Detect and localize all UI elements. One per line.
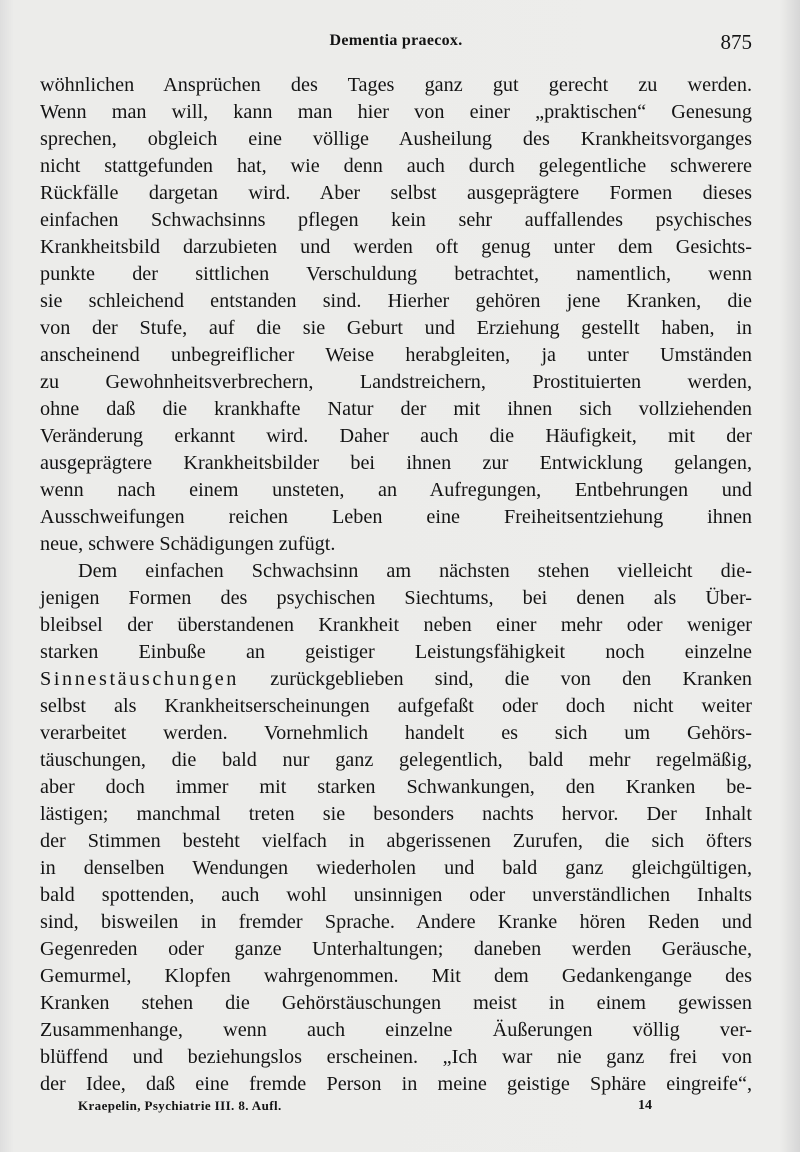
text-line: Ausschweifungen reichen Leben eine Freiheitsentziehung ihnen bbox=[40, 506, 752, 528]
text-line: Gegenreden oder ganze Unterhaltungen; daneben werden Geräusche, bbox=[40, 938, 752, 960]
page-footer bbox=[78, 1098, 698, 1120]
text-line: in denselben Wendungen wiederholen und bald ganz gleichgültigen, bbox=[40, 857, 752, 879]
text-line: blüffend und beziehungslos erscheinen. „Ich war nie ganz frei von bbox=[40, 1046, 752, 1068]
body-text bbox=[40, 72, 752, 1098]
text-line: anscheinend unbegreiflicher Weise herabgleiten, ja unter Umständen bbox=[40, 344, 752, 366]
text-line: Zusammenhange, wenn auch einzelne Äußerungen völlig ver- bbox=[40, 1019, 752, 1041]
text-line: ohne daß die krankhafte Natur der mit ihnen sich vollziehenden bbox=[40, 398, 752, 420]
text-line: der Idee, daß eine fremde Person in meine geistige Sphäre eingreife“, bbox=[40, 1073, 752, 1095]
text-line: sprechen, obgleich eine völlige Ausheilung des Krankheitsvorganges bbox=[40, 128, 752, 150]
text-line: bald spottenden, auch wohl unsinnigen oder unverständlichen Inhalts bbox=[40, 884, 752, 906]
text-line: starken Einbuße an geistiger Leistungsfähigkeit noch einzelne bbox=[40, 641, 752, 663]
text-line: punkte der sittlichen Verschuldung betrachtet, namentlich, wenn bbox=[40, 263, 752, 285]
text-line: zu Gewohnheitsverbrechern, Landstreichern, Prostituierten werden, bbox=[40, 371, 752, 393]
spaced-term: Sinnestäuschungen bbox=[40, 668, 239, 690]
text-line: neue, schwere Schädigungen zufügt. bbox=[40, 533, 336, 555]
text-line: selbst als Krankheitserscheinungen aufgefaßt oder doch nicht weiter bbox=[40, 695, 752, 717]
text-line: lästigen; manchmal treten sie besonders nachts hervor. Der Inhalt bbox=[40, 803, 752, 825]
text-line: einfachen Schwachsinns pflegen kein sehr auffallendes psychisches bbox=[40, 209, 752, 231]
text-line: Dem einfachen Schwachsinn am nächsten stehen vielleicht die- bbox=[78, 560, 752, 582]
text-line: Gemurmel, Klopfen wahrgenommen. Mit dem Gedankengange des bbox=[40, 965, 752, 987]
text-line: verarbeitet werden. Vornehmlich handelt es sich um Gehörs- bbox=[40, 722, 752, 744]
text-line: nicht stattgefunden hat, wie denn auch durch gelegentliche schwerere bbox=[40, 155, 752, 177]
text-line: jenigen Formen des psychischen Siechtums, bei denen als Über- bbox=[40, 587, 752, 609]
text-line: von der Stufe, auf die sie Geburt und Erziehung gestellt haben, in bbox=[40, 317, 752, 339]
text-line: wenn nach einem unsteten, an Aufregungen, Entbehrungen und bbox=[40, 479, 752, 501]
text-line: bleibsel der überstandenen Krankheit neben einer mehr oder weniger bbox=[40, 614, 752, 636]
page-number: 875 bbox=[720, 30, 752, 54]
text-line: Veränderung erkannt wird. Daher auch die Häufigkeit, mit der bbox=[40, 425, 752, 447]
text-line: sie schleichend entstanden sind. Hierher gehören jene Kranken, die bbox=[40, 290, 752, 312]
text-line: sind, bisweilen in fremder Sprache. Andere Kranke hören Reden und bbox=[40, 911, 752, 933]
text-line: wöhnlichen Ansprüchen des Tages ganz gut gerecht zu werden. bbox=[40, 74, 752, 96]
signature-line: Kraepelin, Psychiatrie III. 8. Aufl. bbox=[78, 1098, 282, 1113]
text-line-rest: zurückgeblieben sind, die von den Kranken bbox=[270, 668, 752, 690]
text-line: Rückfälle dargetan wird. Aber selbst ausgeprägtere Formen dieses bbox=[40, 182, 752, 204]
text-line: Kranken stehen die Gehörstäuschungen meist in einem gewissen bbox=[40, 992, 752, 1014]
text-line: ausgeprägtere Krankheitsbilder bei ihnen zur Entwicklung gelangen, bbox=[40, 452, 752, 474]
text-line: täuschungen, die bald nur ganz gelegentlich, bald mehr regelmäßig, bbox=[40, 749, 752, 771]
text-line: aber doch immer mit starken Schwankungen, den Kranken be- bbox=[40, 776, 752, 798]
text-line: der Stimmen besteht vielfach in abgerissenen Zurufen, die sich öfters bbox=[40, 830, 752, 852]
running-title: Dementia praecox. bbox=[329, 32, 463, 49]
page-header bbox=[40, 30, 752, 60]
text-line: Wenn man will, kann man hier von einer „praktischen“ Genesung bbox=[40, 101, 752, 123]
text-line: Krankheitsbild darzubieten und werden oft genug unter dem Gesichts- bbox=[40, 236, 752, 258]
signature-mark: 14 bbox=[638, 1098, 652, 1113]
text-line bbox=[40, 666, 752, 693]
